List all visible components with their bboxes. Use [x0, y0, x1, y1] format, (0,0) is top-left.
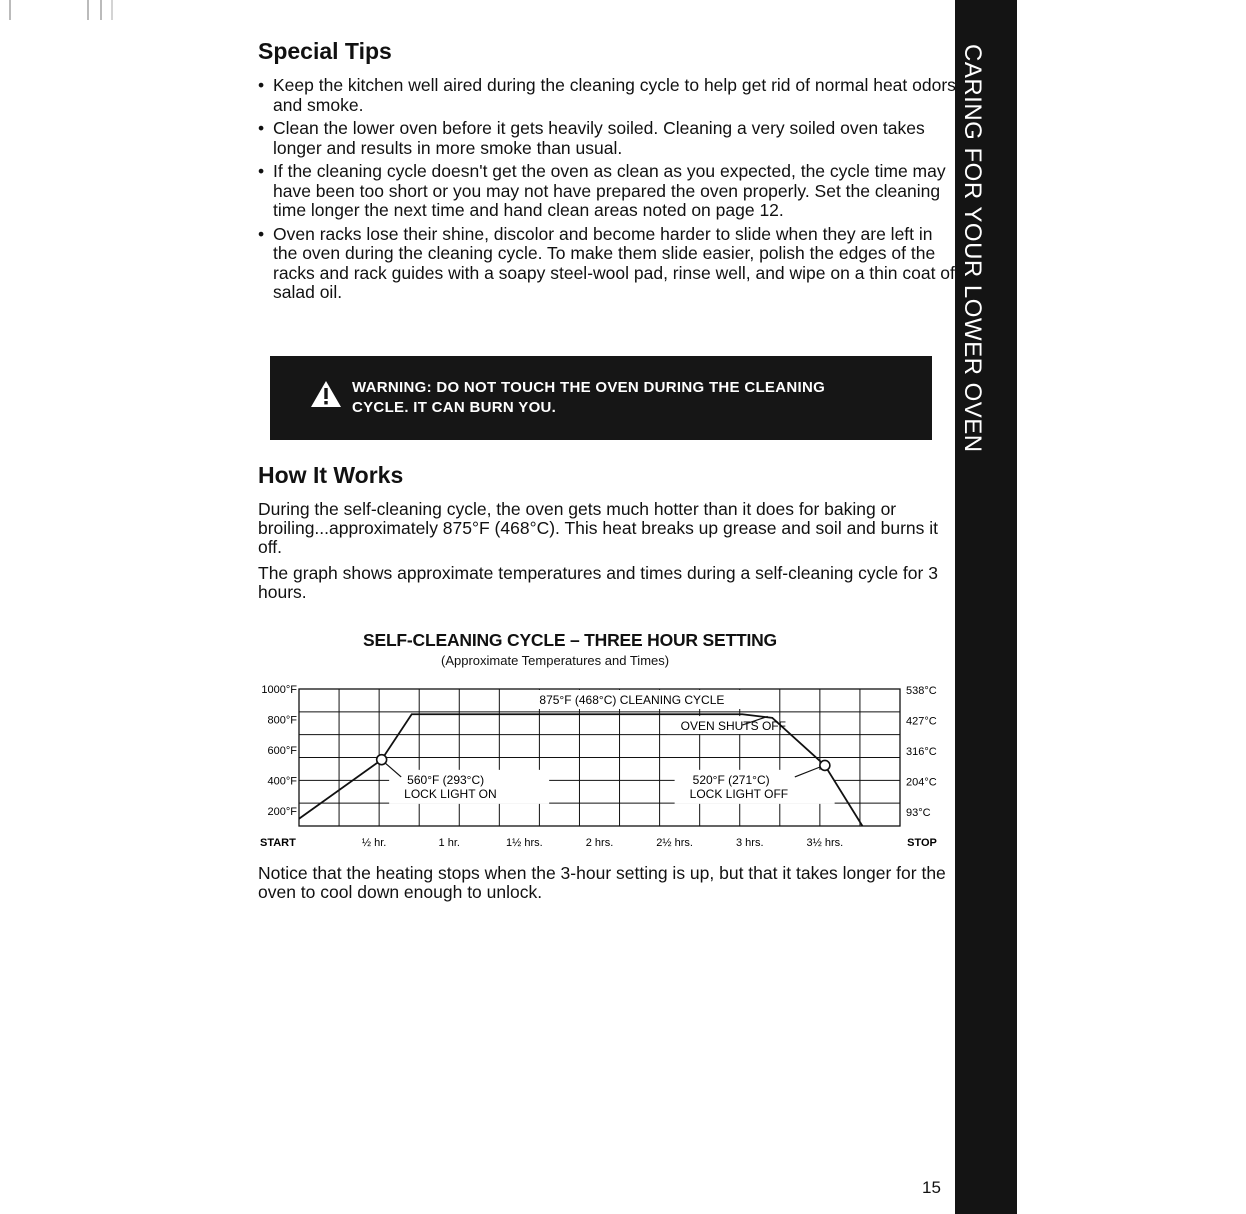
scan-margin-marks — [0, 0, 130, 22]
chart-y-tick-label-left: 1000°F — [261, 684, 297, 696]
chart-annotation-lock-off-label: LOCK LIGHT OFF — [689, 786, 789, 801]
how-it-works-paragraph-2: The graph shows approximate temperatures and times during a self-cleaning cycle for 3 hours. — [258, 563, 938, 602]
list-item: • Clean the lower oven before it gets heavily soiled. Cleaning a very soiled oven takes longer and results in more smoke than usual. — [258, 119, 958, 158]
chart-subtitle: (Approximate Temperatures and Times) — [441, 653, 670, 668]
chart-x-tick-label: 1 hr. — [438, 837, 460, 849]
chart-x-tick-label: STOP — [907, 837, 937, 849]
chart-y-tick-label-right: 538°C — [906, 685, 937, 697]
chart-y-tick-label-right: 427°C — [906, 715, 937, 728]
chart-x-tick-label: 1½ hrs. — [506, 837, 543, 849]
chart-x-tick-label: 2½ hrs. — [656, 837, 693, 849]
list-item: • If the cleaning cycle doesn't get the oven as clean as you expected, the cycle time may have been too short or you may not have prepared the oven properly. Set the cleaning time longer the next time and hand clean areas noted on page 12. — [258, 162, 958, 221]
special-tips-list — [258, 76, 958, 307]
chart-annotation-cleaning-cycle: 875°F (468°C) CLEANING CYCLE — [539, 693, 725, 707]
warning-triangle-icon — [310, 380, 342, 408]
chart-marker-point — [820, 760, 830, 770]
chart-y-tick-label-right: 204°C — [906, 776, 937, 789]
closing-paragraph: Notice that the heating stops when the 3-hour setting is up, but that it takes longer for the oven to cool down enough to unlock. — [258, 863, 946, 902]
chart-x-tick-label: 3 hrs. — [735, 837, 764, 849]
chapter-side-tab-label: CARING FOR YOUR LOWER OVEN — [959, 44, 986, 453]
chart-y-tick-label-left: 600°F — [267, 744, 297, 757]
chart-y-tick-label-left: 400°F — [267, 775, 297, 788]
page-number: 15 — [922, 1178, 941, 1197]
chart-y-tick-label-right: 316°C — [906, 745, 937, 758]
chart-annotation-lock-on-label: LOCK LIGHT ON — [404, 786, 497, 801]
chart-annotation-lock-on-temp: 560°F (293°C) — [407, 772, 485, 787]
chart-x-tick-label: 2 hrs. — [585, 837, 614, 849]
list-item: • Oven racks lose their shine, discolor and become harder to slide when they are left in the oven during the cleaning cycle. To make them slide easier, polish the edges of the racks and rack guides with a soapy steel-wool pad, rinse well, and wipe on a thin coat of salad oil. — [258, 225, 958, 303]
special-tips-heading: Special Tips — [258, 38, 392, 64]
list-item: • Keep the kitchen well aired during the cleaning cycle to help get rid of normal heat odors and smoke. — [258, 76, 958, 115]
warning-text — [352, 378, 825, 418]
warning-box — [270, 356, 932, 440]
self-cleaning-cycle-chart — [240, 676, 960, 856]
how-it-works-heading: How It Works — [258, 462, 404, 488]
warning-line-1: WARNING: DO NOT TOUCH THE OVEN DURING THE CLEANING — [352, 379, 826, 396]
chart-x-tick-label: ½ hr. — [361, 837, 387, 849]
chart-x-tick-label: 3½ hrs. — [806, 837, 844, 849]
warning-line-2: CYCLE. IT CAN BURN YOU. — [352, 399, 557, 416]
chart-annotation-lock-off-temp: 520°F (271°C) — [692, 772, 770, 787]
chart-annotation-oven-shuts-off: OVEN SHUTS OFF — [680, 719, 786, 734]
chart-title: SELF-CLEANING CYCLE – THREE HOUR SETTING — [363, 630, 777, 650]
chart-y-tick-label-left: 800°F — [267, 714, 297, 727]
chart-y-tick-label-right: 93°C — [906, 806, 931, 819]
chart-x-tick-label: START — [260, 837, 296, 849]
how-it-works-paragraph-1: During the self-cleaning cycle, the oven gets much hotter than it does for baking or broiling...approximately 875°F (468°C). This heat breaks up grease and soil and burns it off. — [258, 499, 939, 557]
chart-y-tick-label-left: 200°F — [267, 805, 297, 818]
